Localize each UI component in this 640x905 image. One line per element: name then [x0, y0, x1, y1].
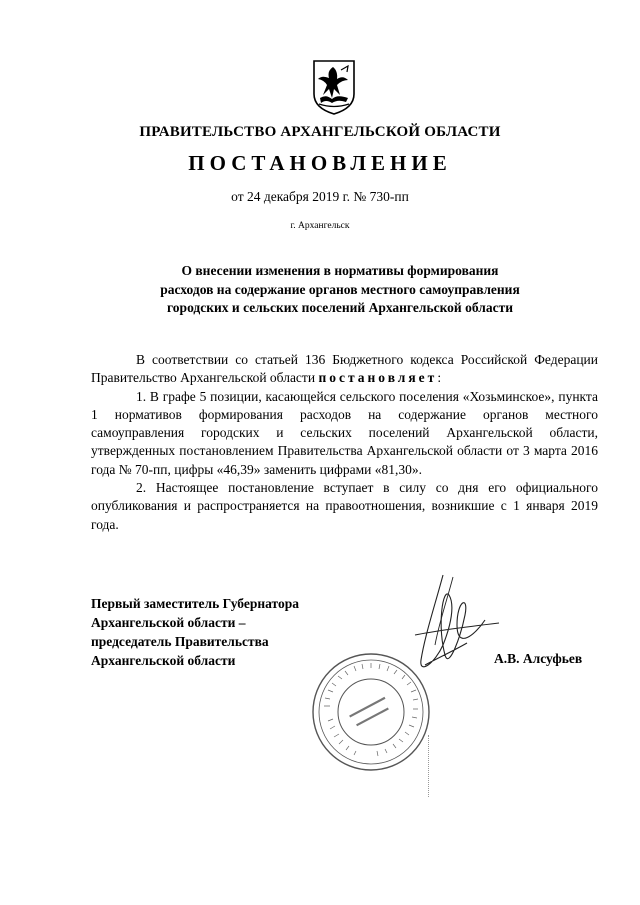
document-city: г. Архангельск [290, 221, 350, 231]
coat-of-arms-icon [311, 58, 357, 116]
preamble-paragraph: В соответствии со статьей 136 Бюджетного кодекса Российской Федерации Правительство Архангельской области постановляет: [91, 352, 598, 386]
official-stamp [310, 651, 432, 773]
decree-word: постановляет [318, 370, 438, 386]
document-title [90, 262, 590, 318]
clause-2-paragraph: 2. Настоящее постановление вступает в силу со дня его официального опубликования и распространяется на правоотношения, возникшие с 1 января 2019 года. [91, 480, 598, 532]
document-date-number: от 24 декабря 2019 г. № 730-пп [231, 189, 409, 204]
signatory-position: Первый заместитель Губернатора Архангельской области – председатель Правительства Архангельской области [91, 596, 299, 668]
document-body [91, 351, 598, 534]
organization-name: ПРАВИТЕЛЬСТВО АРХАНГЕЛЬСКОЙ ОБЛАСТИ [139, 124, 501, 140]
document-type: ПОСТАНОВЛЕНИЕ [188, 151, 452, 175]
margin-mark [428, 735, 431, 797]
title-line: О внесении изменения в нормативы формирования [181, 263, 499, 278]
clause-1-paragraph: 1. В графе 5 позиции, касающейся сельского поселения «Хозьминское», пункта 1 нормативов формирования расходов на содержание органов местного самоуправления городских и сельских поселений Архангельской области, утвержденных постановлением Правительства Архангельской области от 3 марта 2016 года № 70-пп, цифры «46,39» заменить цифрами «81,30». [91, 388, 598, 477]
title-line: расходов на содержание органов местного самоуправления [160, 281, 520, 297]
signatory-name: А.В. Алсуфьев [494, 651, 583, 666]
title-line: городских и сельских поселений Архангельской области [167, 300, 513, 316]
